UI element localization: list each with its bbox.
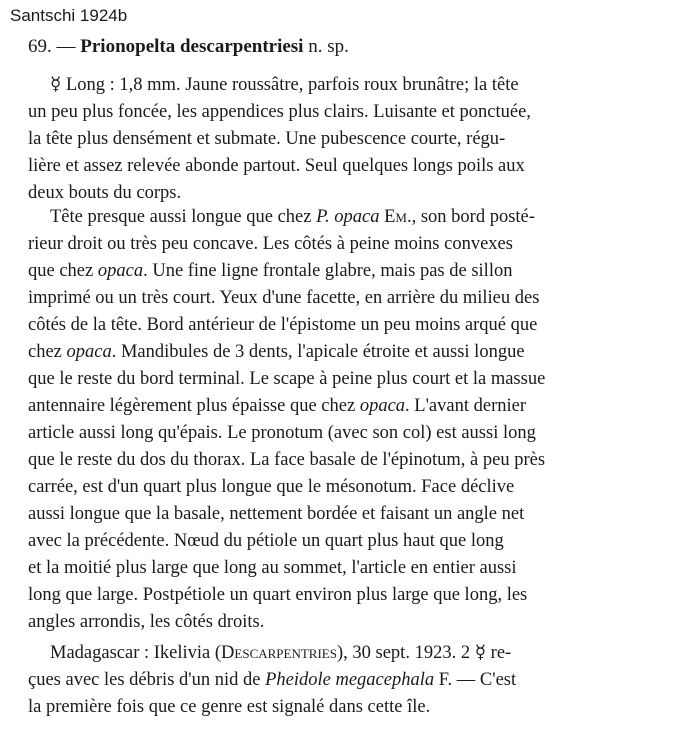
species-ref: Pheidole megacephala xyxy=(265,670,435,690)
text-line: imprimé ou un très court. Yeux d'une facette, en arrière du milieu des xyxy=(28,288,540,308)
text-line: côtés de la tête. Bord antérieur de l'épistome un peu moins arqué que xyxy=(28,315,538,335)
text-line: et la moitié plus large que long au sommet, l'article en entier aussi xyxy=(28,558,517,578)
paragraph-locality xyxy=(28,640,660,721)
author-ref: Em. xyxy=(379,207,412,227)
text-line: carrée, est d'un quart plus longue que le mésonotum. Face déclive xyxy=(28,477,515,497)
species-ref: opaca xyxy=(359,396,406,416)
text-line: un peu plus foncée, les appendices plus clairs. Luisante et ponctuée, xyxy=(28,102,531,122)
collector-name: Descarpentries xyxy=(221,643,337,663)
text-line: aussi longue que la basale, nettement bordée et faisant un angle net xyxy=(28,504,525,524)
text-line: avec la précédente. Nœud du pétiole un quart plus haut que long xyxy=(28,531,504,551)
species-number: 69. xyxy=(28,36,52,57)
text-line: que chez opaca. Une fine ligne frontale glabre, mais pas de sillon xyxy=(28,261,513,281)
species-ref: P. opaca xyxy=(316,207,380,227)
text-line: que le reste du bord terminal. Le scape à peine plus court et la massue xyxy=(28,369,546,389)
text-line: chez opaca. Mandibules de 3 dents, l'apicale étroite et aussi longue xyxy=(28,342,525,362)
paragraph-morphology xyxy=(28,204,660,636)
text-line: article aussi long qu'épais. Le pronotum (avec son col) est aussi long xyxy=(28,423,536,443)
title-dash: — xyxy=(51,36,81,57)
text-line: Tête presque aussi longue que chez P. opaca Em., son bord posté- xyxy=(50,207,535,227)
paragraph-description xyxy=(28,72,660,207)
title-suffix: n. sp. xyxy=(303,36,349,57)
text-line: ☿ Long : 1,8 mm. Jaune roussâtre, parfois roux brunâtre; la tête xyxy=(50,75,519,95)
text-line: angles arrondis, les côtés droits. xyxy=(28,612,265,632)
species-name: Prionopelta descarpentriesi xyxy=(80,36,304,57)
text-line: antennaire légèrement plus épaisse que chez opaca. L'avant dernier xyxy=(28,396,527,416)
text-line: la tête plus densément et submate. Une pubescence courte, régu- xyxy=(28,129,506,149)
text-line: deux bouts du corps. xyxy=(28,183,182,203)
text-line: Madagascar : Ikelivia (Descarpentries), 30 sept. 1923. 2 ☿ re- xyxy=(50,643,512,663)
species-ref: opaca xyxy=(97,261,144,281)
text-line: çues avec les débris d'un nid de Pheidole megacephala F. — C'est xyxy=(28,670,517,690)
text-line: long que large. Postpétiole un quart environ plus large que long, les xyxy=(28,585,528,605)
text-line: lière et assez relevée abonde partout. Seul quelques longs poils aux xyxy=(28,156,525,176)
species-ref: opaca xyxy=(66,342,112,362)
text-line: que le reste du dos du thorax. La face basale de l'épinotum, à peu près xyxy=(28,450,546,470)
text-line: rieur droit ou très peu concave. Les côtés à peine moins convexes xyxy=(28,234,513,254)
species-title xyxy=(28,36,660,58)
text-line: la première fois que ce genre est signalé dans cette île. xyxy=(28,697,431,717)
page-header: Santschi 1924b xyxy=(10,6,128,25)
